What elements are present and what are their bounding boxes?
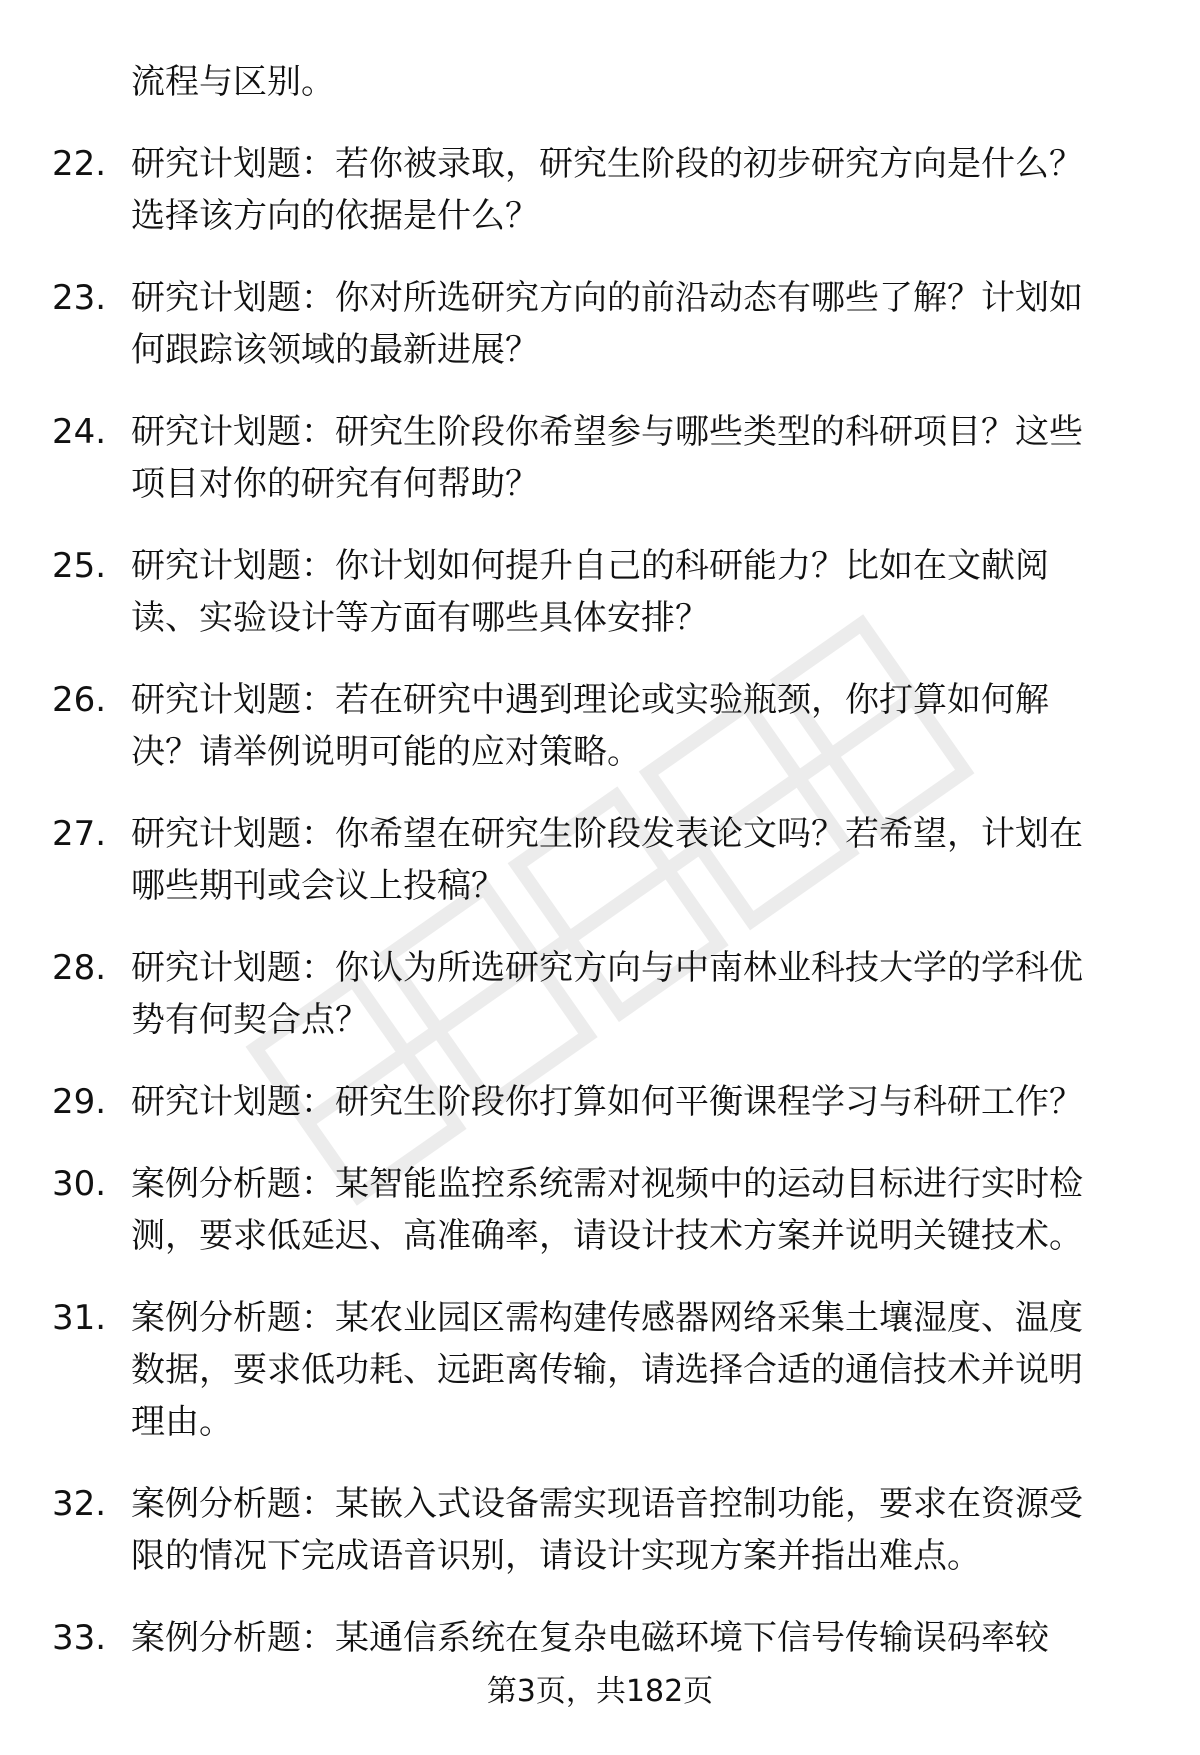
item-text-line: 案例分析题：某嵌入式设备需实现语音控制功能，要求在资源受 — [131, 1484, 1083, 1524]
item-text-line: 理由。 — [131, 1402, 233, 1442]
item-text-line: 项目对你的研究有何帮助？ — [131, 464, 539, 504]
item-text-line: 决？请举例说明可能的应对策略。 — [131, 732, 641, 772]
item-text-line: 读、实验设计等方面有哪些具体安排？ — [131, 598, 709, 638]
item-text — [131, 674, 1141, 778]
item-text-line: 何跟踪该领域的最新进展？ — [131, 330, 539, 370]
item-text-line: 测，要求低延迟、高准确率，请设计技术方案并说明关键技术。 — [131, 1216, 1083, 1256]
item-text — [131, 272, 1141, 376]
page-footer: 第3页，共182页 — [486, 1674, 714, 1709]
list-item — [0, 272, 1200, 376]
item-text-line: 选择该方向的依据是什么？ — [131, 196, 539, 236]
list-item — [0, 406, 1200, 510]
item-text-line: 案例分析题：某通信系统在复杂电磁环境下信号传输误码率较 — [131, 1618, 1049, 1658]
item-number: 29. — [52, 1082, 107, 1122]
item-text — [131, 1076, 1141, 1128]
list-item — [0, 674, 1200, 778]
list-item — [0, 138, 1200, 242]
item-number: 22. — [52, 144, 107, 184]
item-text-line: 研究计划题：若在研究中遇到理论或实验瓶颈，你打算如何解 — [131, 680, 1049, 720]
list-item — [0, 808, 1200, 912]
item-number: 32. — [52, 1484, 107, 1524]
list-item — [0, 540, 1200, 644]
continuation-text: 流程与区别。 — [131, 62, 335, 102]
item-text — [131, 540, 1141, 644]
list-item — [0, 1292, 1200, 1448]
item-text-line: 研究计划题：你认为所选研究方向与中南林业科技大学的学科优 — [131, 948, 1083, 988]
item-number: 25. — [52, 546, 107, 586]
item-text-line: 限的情况下完成语音识别，请设计实现方案并指出难点。 — [131, 1536, 981, 1576]
list-item — [0, 1158, 1200, 1262]
item-number: 27. — [52, 814, 107, 854]
item-text-line: 数据，要求低功耗、远距离传输，请选择合适的通信技术并说明 — [131, 1350, 1083, 1390]
item-text-line: 研究计划题：若你被录取，研究生阶段的初步研究方向是什么？ — [131, 144, 1083, 184]
item-text — [131, 1478, 1141, 1582]
item-text — [131, 1612, 1141, 1664]
question-list — [0, 56, 1200, 1664]
item-number: 28. — [52, 948, 107, 988]
item-text — [131, 942, 1141, 1046]
item-text-line: 研究计划题：你计划如何提升自己的科研能力？比如在文献阅 — [131, 546, 1049, 586]
list-item — [0, 1076, 1200, 1128]
list-item — [0, 1612, 1200, 1664]
item-text — [131, 808, 1141, 912]
item-number: 26. — [52, 680, 107, 720]
item-text-line: 案例分析题：某智能监控系统需对视频中的运动目标进行实时检 — [131, 1164, 1083, 1204]
item-text-line: 案例分析题：某农业园区需构建传感器网络采集土壤湿度、温度 — [131, 1298, 1083, 1338]
item-number: 33. — [52, 1618, 107, 1658]
item-text-line: 研究计划题：研究生阶段你希望参与哪些类型的科研项目？这些 — [131, 412, 1083, 452]
item-text-line: 势有何契合点？ — [131, 1000, 369, 1040]
item-number: 30. — [52, 1164, 107, 1204]
item-text-line: 哪些期刊或会议上投稿？ — [131, 866, 505, 906]
item-number: 24. — [52, 412, 107, 452]
item-text — [131, 406, 1141, 510]
item-text — [131, 138, 1141, 242]
item-text — [131, 1158, 1141, 1262]
item-text-line: 研究计划题：研究生阶段你打算如何平衡课程学习与科研工作？ — [131, 1082, 1083, 1122]
item-text-line: 研究计划题：你希望在研究生阶段发表论文吗？若希望，计划在 — [131, 814, 1083, 854]
item-number: 31. — [52, 1298, 107, 1338]
list-item — [0, 942, 1200, 1046]
item-text — [131, 1292, 1141, 1448]
item-number: 23. — [52, 278, 107, 318]
list-item — [0, 1478, 1200, 1582]
item-text-line: 研究计划题：你对所选研究方向的前沿动态有哪些了解？计划如 — [131, 278, 1083, 318]
